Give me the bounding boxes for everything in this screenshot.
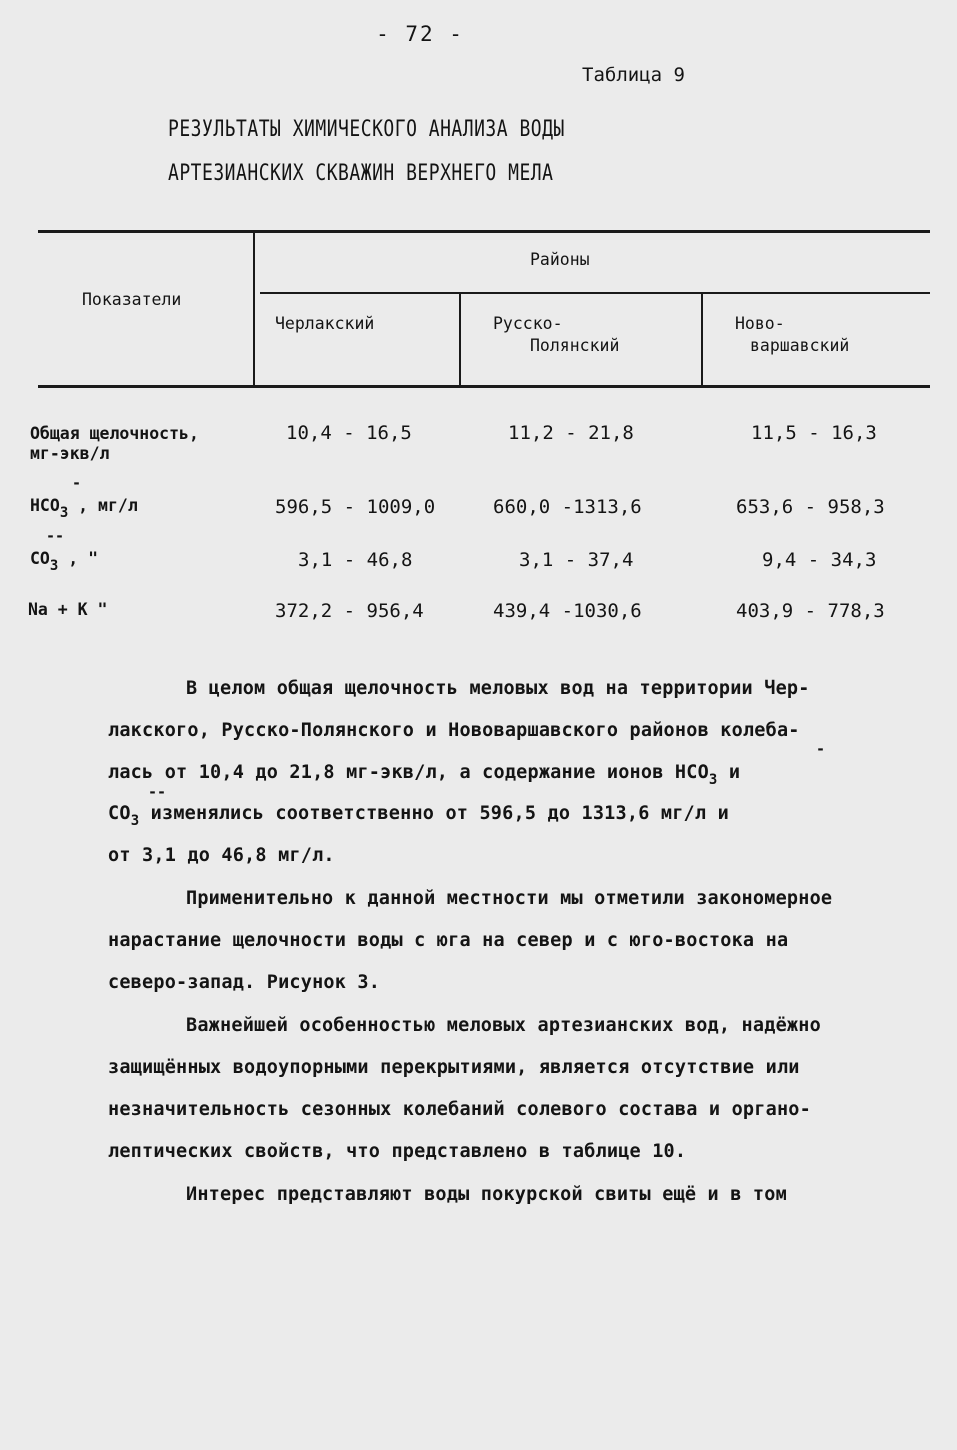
page-number: - 72 - bbox=[376, 22, 464, 46]
ion-name: НСО bbox=[30, 496, 60, 515]
header-district-2-line1: Русско- bbox=[493, 314, 563, 333]
paragraph-1-line-1: В целом общая щелочность меловых вод на территории Чер- bbox=[186, 678, 810, 699]
ion-name: СО bbox=[108, 803, 131, 824]
table-cell: 653,6 - 958,3 bbox=[736, 496, 885, 518]
table-vline-3 bbox=[701, 294, 703, 386]
text-span: лась от 10,4 до 21,8 мг-экв/л, а содержание ионов НСО bbox=[108, 762, 709, 783]
ion-subscript: 3 bbox=[130, 813, 140, 829]
table-cell: 660,0 -1313,6 bbox=[493, 496, 642, 518]
paragraph-1-line-4 bbox=[108, 803, 729, 829]
table-header-bottom-rule bbox=[38, 385, 930, 388]
table-cell: 372,2 - 956,4 bbox=[275, 600, 424, 622]
text-span: изменялись соответственно от 596,5 до 1313,6 мг/л и bbox=[139, 803, 729, 824]
ion-charge: -- bbox=[46, 527, 65, 545]
paragraph-2-line-3: северо-запад. Рисунок 3. bbox=[108, 972, 381, 993]
table-cell: 11,5 - 16,3 bbox=[751, 422, 877, 444]
paragraph-3-line-1: Важнейшей особенностью меловых артезианских вод, надёжно bbox=[186, 1015, 821, 1036]
table-vline-2 bbox=[459, 294, 461, 386]
ion-subscript: 3 bbox=[59, 505, 69, 521]
table-title-line1: РЕЗУЛЬТАТЫ ХИМИЧЕСКОГО АНАЛИЗА ВОДЫ bbox=[168, 116, 565, 143]
paragraph-2-line-1: Применительно к данной местности мы отметили закономерное bbox=[186, 888, 833, 909]
ion-charge: -- bbox=[148, 783, 167, 801]
text-span: и bbox=[717, 762, 741, 783]
paragraph-3-line-2: защищённых водоупорными перекрытиями, является отсутствие или bbox=[108, 1057, 800, 1078]
ion-unit: , мг/л bbox=[68, 496, 138, 515]
table-cell: 596,5 - 1009,0 bbox=[275, 496, 436, 518]
paragraph-2-line-2: нарастание щелочности воды с юга на север и с юго-востока на bbox=[108, 930, 789, 951]
row-label-alkalinity-line1: Общая щелочность, bbox=[30, 424, 199, 443]
ion-charge: - bbox=[72, 474, 82, 492]
table-cell: 403,9 - 778,3 bbox=[736, 600, 885, 622]
row-label-hco3 bbox=[30, 496, 138, 521]
ion-subscript: 3 bbox=[49, 558, 59, 574]
row-label-alkalinity-line2: мг-экв/л bbox=[30, 444, 110, 463]
header-indicators: Показатели bbox=[82, 290, 182, 309]
header-districts: Районы bbox=[530, 250, 590, 269]
table-title-line2: АРТЕЗИАНСКИХ СКВАЖИН ВЕРХНЕГО МЕЛА bbox=[168, 160, 554, 187]
row-label-co3 bbox=[30, 549, 99, 574]
table-cell: 11,2 - 21,8 bbox=[508, 422, 634, 444]
table-cell: 3,1 - 46,8 bbox=[298, 549, 413, 571]
paragraph-4-line-1: Интерес представляют воды покурской свиты ещё и в том bbox=[186, 1184, 787, 1205]
ion-unit: , " bbox=[58, 549, 99, 568]
header-district-1: Черлакский bbox=[275, 314, 375, 333]
table-vline-1 bbox=[253, 232, 255, 386]
ion-name: СО bbox=[30, 549, 50, 568]
table-number: Таблица 9 bbox=[582, 64, 685, 86]
table-cell: 9,4 - 34,3 bbox=[762, 549, 877, 571]
table-cell: 439,4 -1030,6 bbox=[493, 600, 642, 622]
table-cell: 10,4 - 16,5 bbox=[286, 422, 412, 444]
paragraph-3-line-3: незначительность сезонных колебаний солевого состава и органо- bbox=[108, 1099, 811, 1120]
header-district-3-line1: Ново- bbox=[735, 314, 785, 333]
header-district-3-line2: варшавский bbox=[750, 336, 850, 355]
row-label-na-k: Na + K " bbox=[28, 600, 108, 619]
header-district-2-line2: Полянский bbox=[530, 336, 620, 355]
table-top-rule bbox=[38, 230, 930, 233]
paragraph-1-line-2: лакского, Русско-Полянского и Нововаршавского районов колеба- bbox=[108, 720, 800, 741]
table-cell: 3,1 - 37,4 bbox=[519, 549, 634, 571]
ion-charge: - bbox=[816, 740, 826, 758]
table-districts-rule bbox=[260, 292, 930, 294]
paragraph-1-line-3 bbox=[108, 762, 741, 788]
ion-subscript: 3 bbox=[708, 772, 718, 788]
paragraph-1-line-5: от 3,1 до 46,8 мг/л. bbox=[108, 845, 335, 866]
paragraph-3-line-4: лептических свойств, что представлено в таблице 10. bbox=[108, 1141, 687, 1162]
